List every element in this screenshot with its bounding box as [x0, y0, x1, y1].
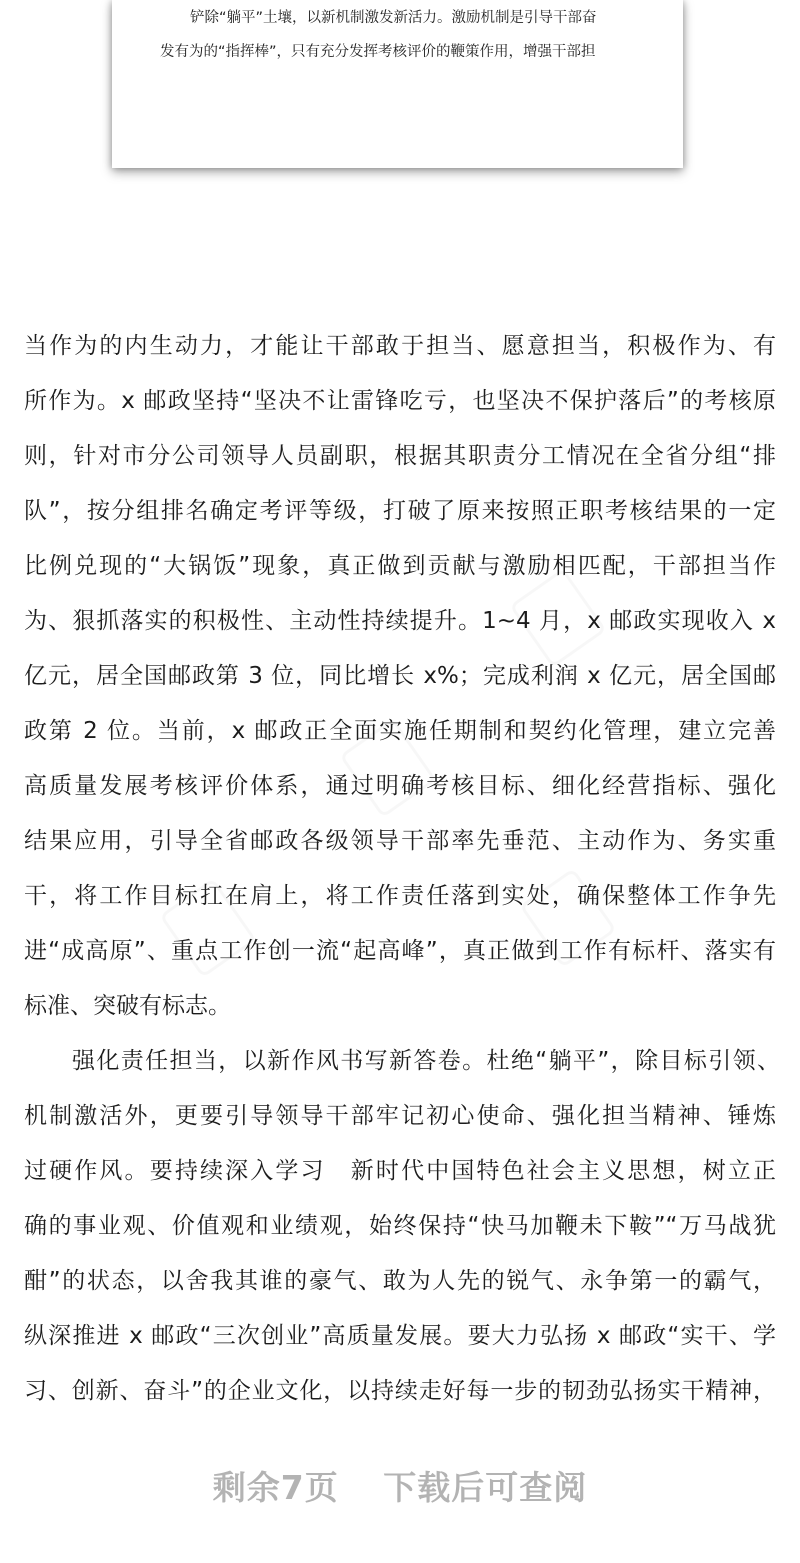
preview-line: 发有为的“指挥棒”，只有充分发挥考核评价的鞭策作用，增强干部担 [160, 44, 596, 60]
body-line: 确的事业观、价值观和业绩观，始终保持“快马加鞭未下鞍”“万马战犹 [24, 1213, 776, 1239]
body-line: 政第 2 位。当前，x 邮政正全面实施任期制和契约化管理，建立完善 [24, 718, 776, 744]
body-line: 机制激活外，更要引导领导干部牢记初心使命、强化担当精神、锤炼 [24, 1103, 776, 1129]
body-line: 为、狠抓落实的积极性、主动性持续提升。1~4 月，x 邮政实现收入 x [24, 608, 776, 634]
body-line: 纵深推进 x 邮政“三次创业”高质量发展。要大力弘扬 x 邮政“实干、学 [24, 1323, 776, 1349]
body-line: 所作为。x 邮政坚持“坚决不让雷锋吃亏，也坚决不保护落后”的考核原 [24, 388, 776, 414]
download-prompt[interactable] [0, 1462, 800, 1509]
body-line: 习、创新、奋斗”的企业文化，以持续走好每一步的韧劲弘扬实干精神， [24, 1378, 776, 1404]
paragraph-first-line: 强化责任担当，以新作风书写新答卷。杜绝“躺平”，除目标引领、 [72, 1048, 780, 1074]
body-line: 比例兑现的“大锅饭”现象，真正做到贡献与激励相匹配，干部担当作 [24, 553, 776, 579]
remaining-pages-label: 剩余7页 [212, 1468, 339, 1507]
preview-line: 铲除“躺平”土壤，以新机制激发新活力。激励机制是引导干部奋 [190, 10, 597, 26]
body-line: 酣”的状态，以舍我其谁的豪气、敢为人先的锐气、永争第一的霸气， [24, 1268, 776, 1294]
body-line: 高质量发展考核评价体系，通过明确考核目标、细化经营指标、强化 [24, 773, 776, 799]
body-line: 干，将工作目标扛在肩上，将工作责任落到实处，确保整体工作争先 [24, 883, 776, 909]
download-to-view-label: 下载后可查阅 [383, 1468, 588, 1507]
body-line: 则，针对市分公司领导人员副职，根据其职责分工情况在全省分组“排 [24, 443, 776, 469]
body-line: 结果应用，引导全省邮政各级领导干部率先垂范、主动作为、务实重 [24, 828, 776, 854]
body-line: 队”，按分组排名确定考评等级，打破了原来按照正职考核结果的一定 [24, 498, 776, 524]
body-line: 当作为的内生动力，才能让干部敢于担当、愿意担当，积极作为、有 [24, 333, 776, 359]
body-line: 亿元，居全国邮政第 3 位，同比增长 x%；完成利润 x 亿元，居全国邮 [24, 663, 776, 689]
body-line: 标准、突破有标志。 [24, 993, 231, 1019]
body-line: 过硬作风。要持续深入学习 新时代中国特色社会主义思想，树立正 [24, 1158, 776, 1184]
body-line: 进“成高原”、重点工作创一流“起高峰”，真正做到工作有标杆、落实有 [24, 938, 776, 964]
preview-card [112, 0, 683, 168]
